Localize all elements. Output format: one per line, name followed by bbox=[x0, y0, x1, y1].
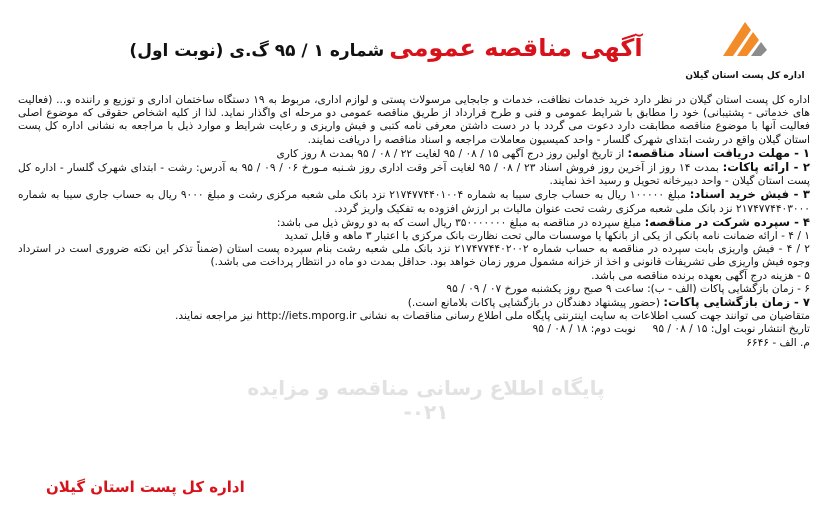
item-label: ۳ - فیش خرید اسناد: bbox=[689, 187, 810, 202]
item-5 bbox=[18, 270, 810, 283]
item-label: ۷ - زمان بازگشایی پاکات: bbox=[663, 295, 810, 310]
signature: اداره کل پست استان گیلان bbox=[46, 478, 245, 496]
title-main: آگهی مناقصه عمومی bbox=[389, 34, 643, 62]
item-text: ۶ - زمان بازگشایی پاکات (الف - ب): ساعت ۹ صبح روز یکشنبه مورخ ۰۷ / ۰۹ / ۹۵ bbox=[446, 282, 810, 295]
intro-paragraph: اداره کل پست استان گیلان در نظر دارد خرید خدمات نظافت، خدمات و جابجایی مرسولات پستی و لوازم اداری، مربوط به ۱۹ دستگاه ساختمان اداری و توزیع و راننده و... (فعالیت های خدماتی - پشتیبانی) خود را مطابق با شرایط عمومی و فنی و طرح قرارداد از طریق مناقصه عمومی دو مرحله ای واگذار نماید. لذا از کلیه اشخاص حقوقی که موضوع اصلی فعالیت آنها با موضوع مناقصه مطابقت دارد دعوت می گردد با در دست داشتن معرفی نامه کتبی و فیش واریزی و رعایت شرایط و موارد ذیل با مراجعه به نشانی اداره کل پست استان گیلان واقع در رشت ابتدای شهرک گلسار - واحد کمیسیون معاملات مراجعه و اسناد مناقصه را دریافت نمایند. bbox=[18, 94, 810, 146]
item-label: ۴ - سپرده شرکت در مناقصه: bbox=[644, 214, 810, 229]
website-post: نیز مراجعه نمایند. bbox=[175, 310, 253, 323]
post-logo-icon bbox=[717, 16, 773, 68]
item-1 bbox=[18, 147, 810, 161]
notice-code: م. الف - ۶۶۴۶ bbox=[746, 336, 810, 349]
tender-notice bbox=[6, 6, 818, 518]
title-number: شماره ۱ / ۹۵ گ.ی (نوبت اول) bbox=[129, 41, 385, 61]
item-2 bbox=[18, 161, 810, 188]
item-text: مبلغ سپرده در مناقصه به مبلغ ۳۵۰۰۰۰۰۰۰ ریال است که به دو روش ذیل می باشد: bbox=[276, 216, 642, 229]
item-text: ۱ / ۴ - ارائه ضمانت نامه بانکی از یکی از بانکها یا موسسات مالی تحت نظارت بانک مرکزی با اعتبار ۳ ماهه و قابل تمدید bbox=[284, 230, 810, 243]
watermark-line2: ۰۲۱- bbox=[403, 400, 449, 424]
item-text: ۵ - هزینه درج آگهی بعهده برنده مناقصه می باشد. bbox=[591, 269, 810, 282]
publish-first: تاریخ انتشار نوبت اول: ۱۵ / ۰۸ / ۹۵ bbox=[652, 323, 810, 336]
item-text: بمدت ۱۴ روز از آخرین روز فروش اسناد ۲۳ / ۰۸ / ۹۵ لغایت آخر وقت اداری روز شـنبه مـورخ ۰۶ / ۰۹ / ۹۵ به آدرس: رشت - ابتدای شهرک گلسار - اداره کل پست استان گیلان - واحد دبیرخانه تحویل و رسید اخذ نمایند. bbox=[18, 162, 810, 188]
item-label: ۱ - مهلت دریافت اسناد مناقصه: bbox=[627, 145, 810, 160]
item-text: از تاریخ اولین روز درج آگهی ۱۵ / ۰۸ / ۹۵ لغایت ۲۲ / ۰۸ / ۹۵ بمدت ۸ روز کاری bbox=[276, 147, 625, 160]
item-text: (حضور پیشنهاد دهندگان در بازگشایی پاکات بلامانع است.) bbox=[407, 297, 661, 310]
logo bbox=[686, 16, 804, 86]
item-4-1 bbox=[18, 230, 810, 243]
item-4 bbox=[18, 216, 810, 230]
item-4-2 bbox=[18, 243, 810, 269]
website-pre: متقاضیان می توانند جهت کسب اطلاعات به سایت اینترنتی پایگاه ملی اطلاع رسانی مناقصات به نشانی bbox=[359, 310, 810, 323]
item-label: ۲ - ارائه پاکات: bbox=[722, 160, 810, 175]
item-7 bbox=[18, 296, 810, 310]
page-title bbox=[106, 34, 666, 62]
item-text: ۲ / ۴ - فیش واریزی بابت سپرده در مناقصه به حساب شماره ۲۱۷۴۷۷۴۴۰۲۰۰۲ نزد بانک ملی شعبه رشت بنام سپرده پست استان (ضمناً تذکر این نکته ضروری است در استرداد وجوه فیش واریزی طی تشریفات قانونی و اخذ از خزانه مشمول مرور زمان خواهد بود. حداقل بمدت دو ماه در انتظار پرداخت می باشد.) bbox=[18, 243, 810, 269]
item-3 bbox=[18, 188, 810, 215]
watermark bbox=[186, 376, 666, 424]
website-link[interactable]: http://iets.mporg.ir bbox=[256, 310, 357, 323]
item-text: مبلغ ۱۰۰۰۰۰ ریال به حساب جاری سیبا به شماره ۲۱۷۴۷۷۴۴۰۱۰۰۴ نزد بانک ملی شعبه مرکزی رشت و مبلغ ۹۰۰۰ ریال به حساب جاری سیبا به شماره ۲۱۷۴۷۷۴۴۰۳۰۰۰ نزد بانک ملی شعبه مرکزی رشت تحت عنوان مالیات بر ارزش افزوده به تفکیک واریز گردد. bbox=[18, 189, 810, 215]
publish-second: نوبت دوم: ۱۸ / ۰۸ / ۹۵ bbox=[532, 323, 636, 336]
logo-caption: اداره کل پست استان گیلان bbox=[685, 71, 805, 81]
watermark-line1: پایگاه اطلاع رسانی مناقصه و مزایده bbox=[247, 376, 605, 400]
notice-body bbox=[18, 94, 810, 350]
publish-dates bbox=[18, 323, 810, 336]
website-line bbox=[18, 310, 810, 323]
